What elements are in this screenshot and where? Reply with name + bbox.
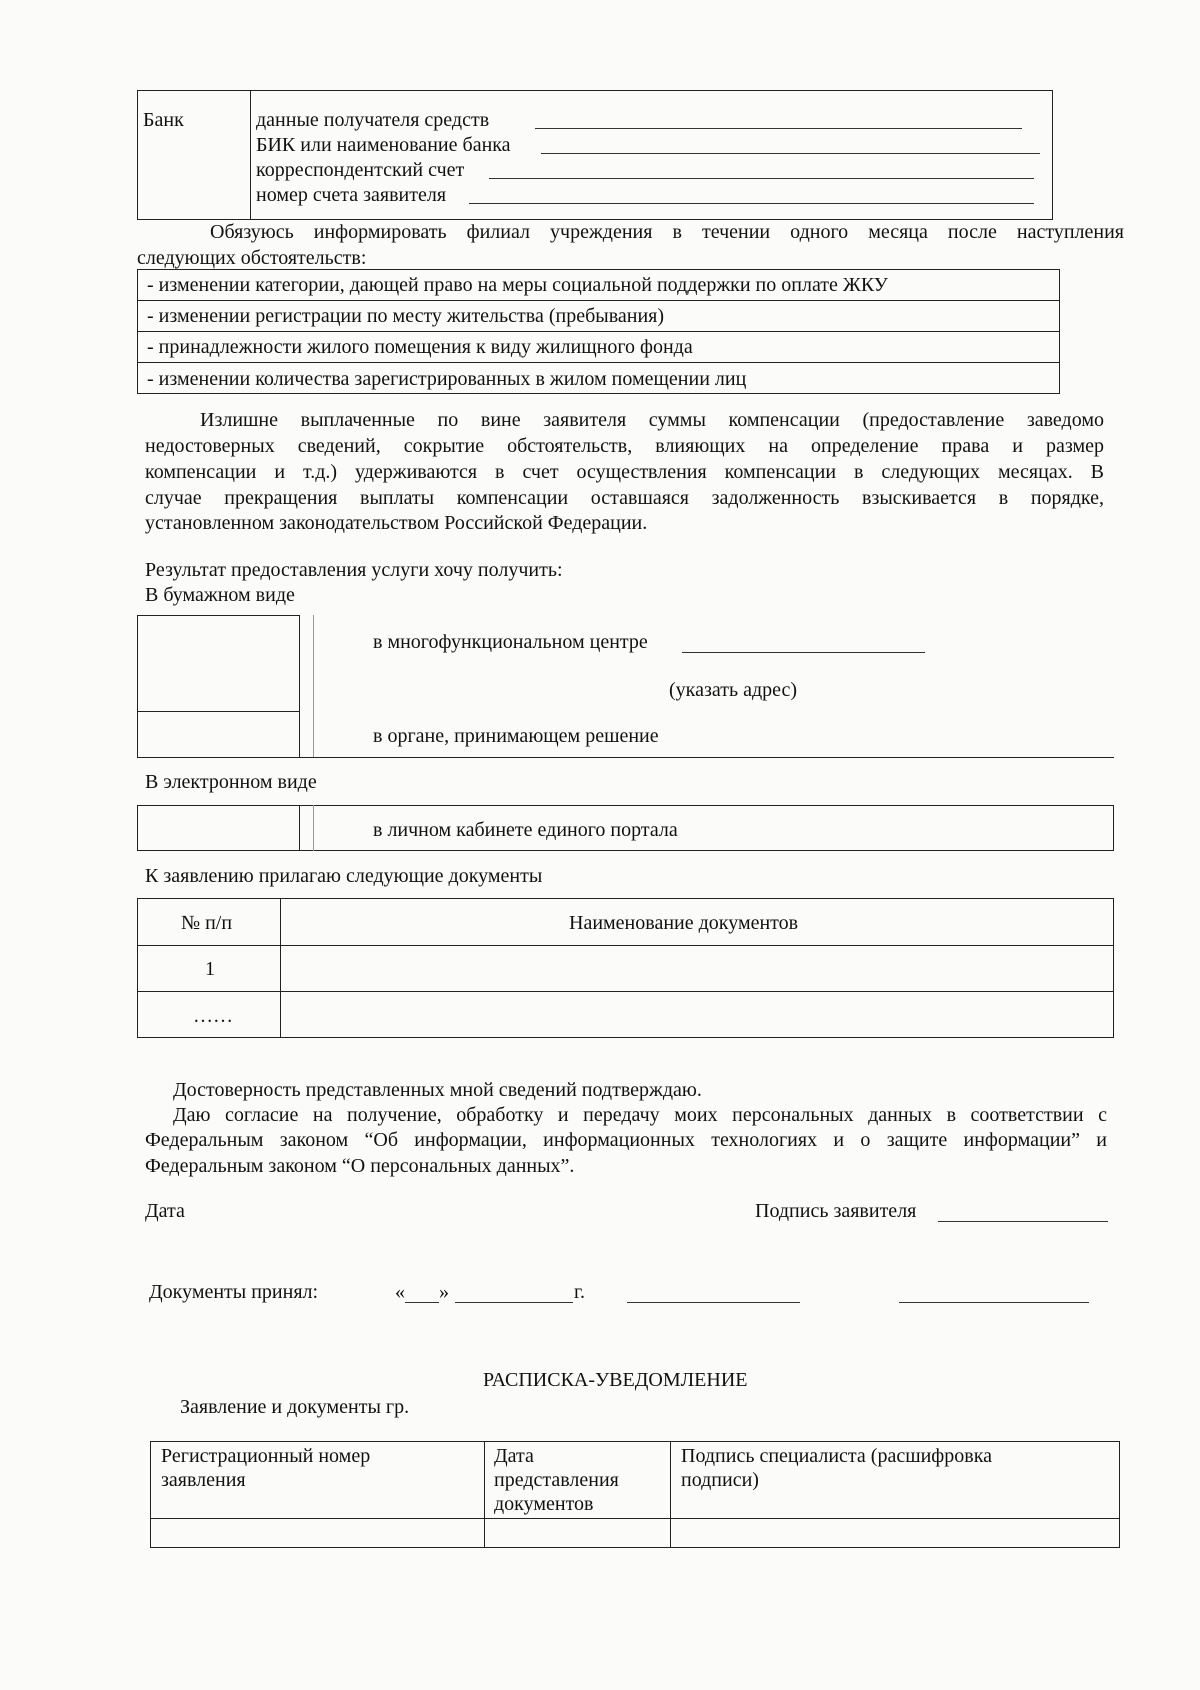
bank-field-corr-account: корреспондентский счет [256,159,465,181]
receipt-col-signature-line: Подпись специалиста (расшифровка [681,1445,992,1467]
bank-label: Банк [143,109,184,131]
receipt-col-signature-line: подписи) [681,1469,759,1491]
accepted-signature-line[interactable] [627,1302,800,1303]
result-paper-label: В бумажном виде [145,584,295,606]
address-hint: (указать адрес) [669,679,798,701]
documents-row-name-cell[interactable] [282,947,1112,989]
electronic-options-divider [313,805,314,851]
consent-line3: Федеральным законом “Об информации, информационных технологиях и о защите информации” и [145,1129,1107,1151]
obligation-item: - принадлежности жилого помещения к виду жилищного фонда [147,336,693,358]
receipt-col-reg-number-line: заявления [161,1469,246,1491]
overpay-line2: недостоверных сведений, сокрытие обстоятельств, влияющих на определение права и размер [145,435,1104,457]
paper-mfc-checkbox[interactable] [137,615,300,712]
overpay-line3: компенсации и т.д.) удерживаются в счет осуществления компенсации в следующих месяцах. В [145,461,1104,483]
documents-col-name: Наименование документов [569,912,799,934]
documents-col-number: № п/п [181,912,233,934]
receipt-col-date-line: представления [494,1469,619,1491]
quote-open: « [395,1281,405,1303]
receipt-col-date [494,1444,619,1516]
receipt-col-date-line: Дата [494,1445,534,1467]
year-suffix: г. [574,1281,585,1303]
receipt-signature-cell[interactable] [672,1520,1118,1546]
receipt-row-divider [150,1518,1120,1519]
receipt-reg-number-cell[interactable] [152,1520,482,1546]
bank-field-bik-line[interactable] [541,153,1040,154]
obligation-row-divider [137,300,1060,301]
documents-row-divider [137,945,1114,946]
receipt-intro: Заявление и документы гр. [180,1396,410,1418]
obligation-item: - изменении количества зарегистрированных в жилом помещении лиц [147,368,747,390]
receipt-col-signature [681,1444,992,1492]
table-row-number: 1 [205,958,215,980]
obligation-text-line2: следующих обстоятельств: [137,247,367,269]
accepted-day-line[interactable] [405,1302,439,1303]
result-portal-label: в личном кабинете единого портала [373,819,678,841]
overpay-line4: случае прекращения выплаты компенсации оставшаяся задолженность взыскивается в порядке, [145,487,1104,509]
obligation-text-line1: Обязуюсь информировать филиал учреждения в течении одного месяца после наступления [210,221,1124,243]
bank-field-applicant-account-line[interactable] [469,203,1034,204]
electronic-portal-checkbox[interactable] [137,805,300,851]
receipt-col-divider [484,1441,485,1548]
table-row-number: …… [193,1005,233,1027]
bank-field-corr-account-line[interactable] [489,178,1034,179]
bank-field-recipient-line[interactable] [535,128,1022,129]
receipt-col-reg-number-line: Регистрационный номер [161,1445,371,1467]
paper-options-divider [313,615,314,758]
documents-row-divider [137,991,1114,992]
bank-field-applicant-account: номер счета заявителя [256,184,447,206]
quote-close: » [439,1281,449,1303]
documents-accepted-label: Документы принял: [149,1281,319,1303]
obligation-item: - изменении регистрации по месту жительства (пребывания) [147,305,665,327]
obligation-row-divider [137,362,1060,363]
bank-field-bik: БИК или наименование банка [256,134,511,156]
paper-organ-checkbox[interactable] [137,711,300,758]
receipt-title: РАСПИСКА-УВЕДОМЛЕНИЕ [483,1369,748,1391]
overpay-line1: Излишне выплаченные по вине заявителя суммы компенсации (предоставление заведомо [200,409,1104,431]
accepted-name-line[interactable] [899,1302,1089,1303]
applicant-signature-line[interactable] [938,1221,1108,1222]
overpay-line5: установленном законодательством Российской Федерации. [145,512,648,534]
documents-row-name-cell[interactable] [282,993,1112,1036]
receipt-col-reg-number [161,1444,370,1492]
consent-line2: Даю согласие на получение, обработку и передачу моих персональных данных в соответствии с [173,1104,1107,1126]
receipt-col-divider [670,1441,671,1548]
mfc-address-line[interactable] [682,652,925,653]
result-heading: Результат предоставления услуги хочу получить: [145,559,563,581]
paper-options-bottom-line [300,757,1114,758]
bank-table-divider [250,90,251,220]
applicant-signature-label: Подпись заявителя [755,1200,917,1222]
receipt-col-date-line: документов [494,1493,594,1515]
consent-line1: Достоверность представленных мной сведений подтверждаю. [173,1079,702,1101]
result-mfc-label: в многофункциональном центре [373,631,648,653]
bank-field-recipient: данные получателя средств [256,109,490,131]
result-electronic-label: В электронном виде [145,771,317,793]
receipt-date-cell[interactable] [486,1520,668,1546]
obligation-row-divider [137,331,1060,332]
obligation-item: - изменении категории, дающей право на меры социальной поддержки по оплате ЖКУ [147,274,888,296]
date-label: Дата [145,1200,185,1222]
accepted-month-line[interactable] [455,1302,573,1303]
documents-col-divider [280,898,281,1038]
consent-line4: Федеральным законом “О персональных данных”. [145,1155,575,1177]
docs-heading: К заявлению прилагаю следующие документы [145,865,543,887]
result-organ-label: в органе, принимающем решение [373,725,659,747]
